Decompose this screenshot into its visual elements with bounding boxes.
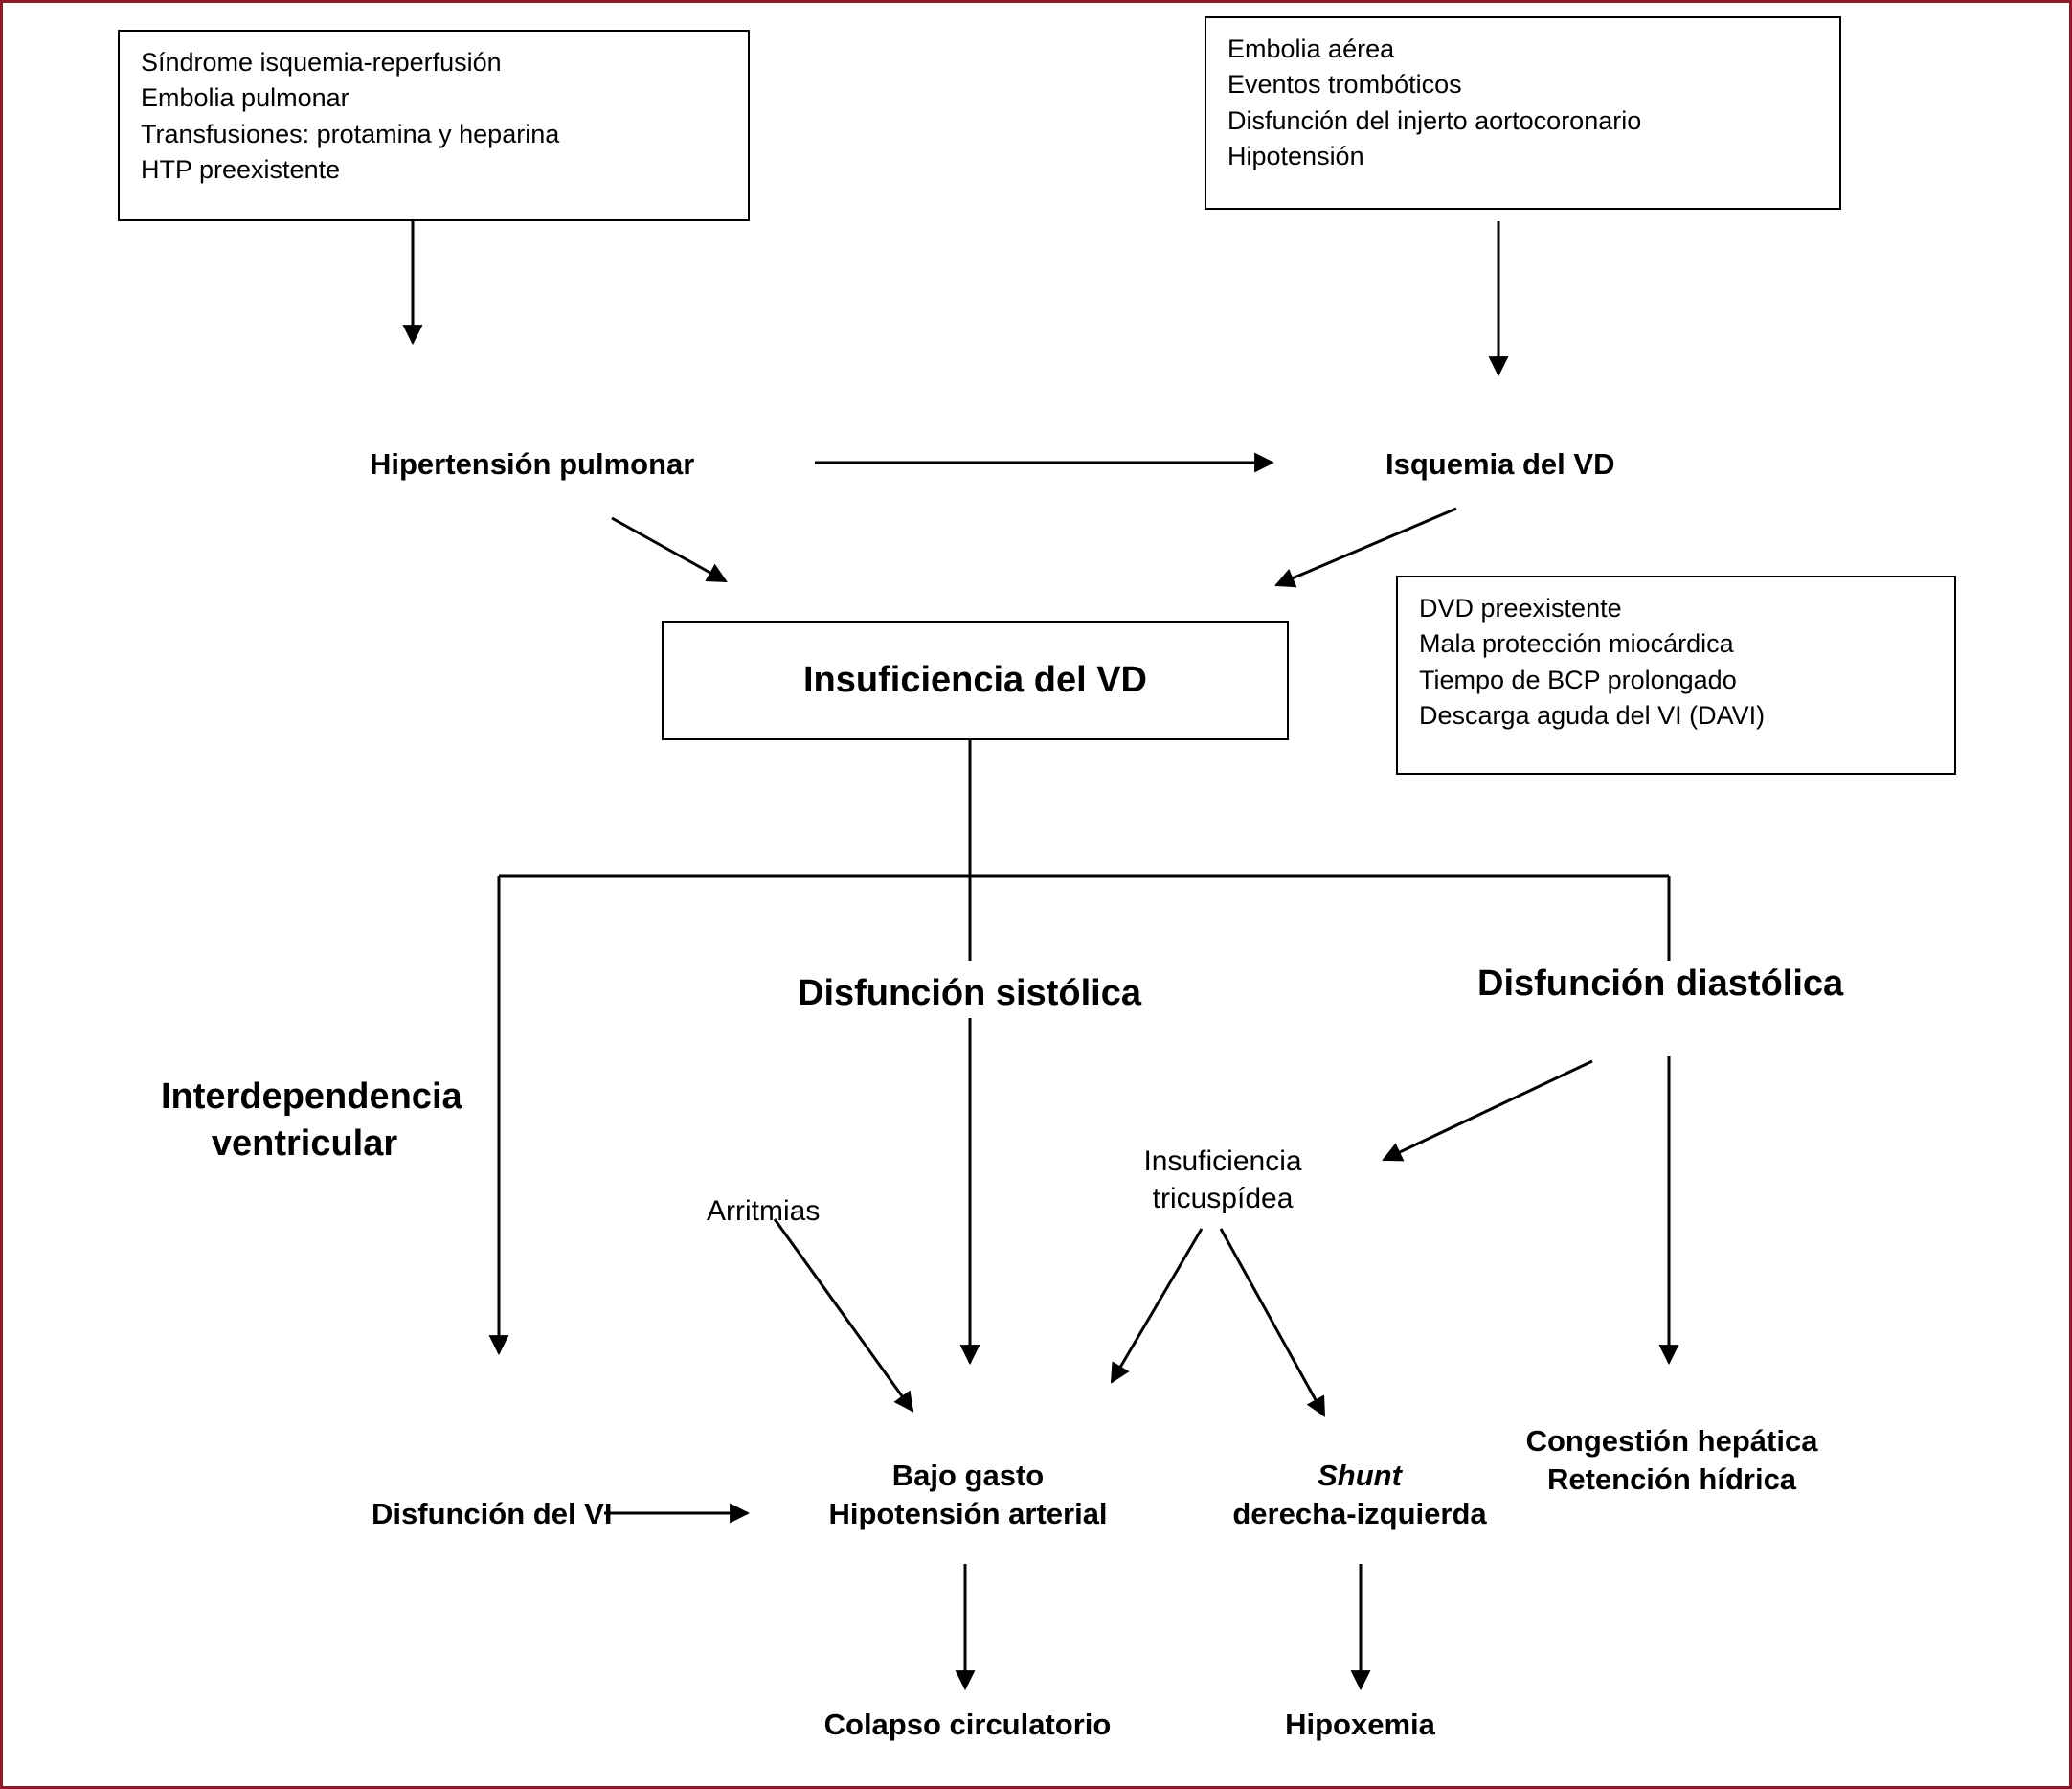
node-low-output xyxy=(805,1457,1131,1534)
box-top-right-line-3: Disfunción del injerto aortocoronario xyxy=(1227,105,1642,135)
node-ventricular-interdependence-line-2: ventricular xyxy=(211,1123,398,1165)
connector-arrhythmias-to-lowoutput xyxy=(775,1219,912,1411)
connector-pulmhtn-to-rvfailure xyxy=(612,518,726,581)
node-low-output-line-2: Hipotensión arterial xyxy=(828,1497,1108,1531)
node-rv-ischemia: Isquemia del VD xyxy=(1385,447,1615,481)
box-mid-right-line-4: Descarga aguda del VI (DAVI) xyxy=(1419,700,1766,730)
node-pulmonary-hypertension: Hipertensión pulmonar xyxy=(370,447,695,481)
box-top-left-line-4: HTP preexistente xyxy=(141,154,341,184)
node-hepatic-congestion xyxy=(1514,1422,1830,1500)
connector-diastolic-to-tricuspid xyxy=(1384,1061,1592,1160)
node-shunt-line-1: Shunt xyxy=(1318,1459,1402,1492)
box-top-right-causes xyxy=(1205,16,1841,210)
box-mid-right-line-2: Mala protección miocárdica xyxy=(1419,629,1734,659)
node-lv-dysfunction: Disfunción del VI xyxy=(372,1497,613,1530)
box-top-left-line-2: Embolia pulmonar xyxy=(141,83,349,113)
node-shunt-line-2: derecha-izquierda xyxy=(1232,1497,1487,1531)
node-systolic-dysfunction: Disfunción sistólica xyxy=(798,973,1141,1013)
node-hepatic-congestion-line-1: Congestión hepática xyxy=(1525,1424,1818,1458)
node-shunt xyxy=(1211,1457,1508,1534)
node-tricuspid-insufficiency xyxy=(1121,1143,1324,1217)
box-top-right-line-2: Eventos trombóticos xyxy=(1227,70,1462,100)
connector-tricuspid-to-shunt xyxy=(1221,1229,1324,1415)
node-tricuspid-insufficiency-line-2: tricuspídea xyxy=(1152,1183,1294,1214)
node-arrhythmias: Arritmias xyxy=(707,1195,821,1227)
node-low-output-line-1: Bajo gasto xyxy=(891,1459,1045,1492)
node-rv-failure-label: Insuficiencia del VD xyxy=(803,659,1147,700)
box-mid-right-line-3: Tiempo de BCP prolongado xyxy=(1419,665,1737,694)
box-top-left-line-1: Síndrome isquemia-reperfusión xyxy=(141,48,502,77)
node-rv-failure-box xyxy=(662,621,1289,740)
box-top-left-line-3: Transfusiones: protamina y heparina xyxy=(141,119,560,148)
connector-tricuspid-to-lowoutput xyxy=(1112,1229,1202,1382)
box-top-left-causes xyxy=(118,30,750,221)
box-top-right-line-4: Hipotensión xyxy=(1227,141,1364,170)
box-top-right-line-1: Embolia aérea xyxy=(1227,34,1395,63)
node-ventricular-interdependence-line-1: Interdependencia xyxy=(161,1076,462,1117)
node-hypoxemia: Hipoxemia xyxy=(1285,1708,1435,1741)
node-ventricular-interdependence xyxy=(161,1074,462,1168)
node-hepatic-congestion-line-2: Retención hídrica xyxy=(1546,1462,1797,1497)
node-circulatory-collapse: Colapso circulatorio xyxy=(823,1708,1112,1741)
node-tricuspid-insufficiency-line-1: Insuficiencia xyxy=(1143,1145,1302,1177)
node-diastolic-dysfunction: Disfunción diastólica xyxy=(1477,963,1844,1004)
box-mid-right-line-1: DVD preexistente xyxy=(1419,594,1622,623)
box-mid-right-causes xyxy=(1396,576,1956,775)
connector-ischemia-to-rvfailure xyxy=(1276,509,1456,585)
